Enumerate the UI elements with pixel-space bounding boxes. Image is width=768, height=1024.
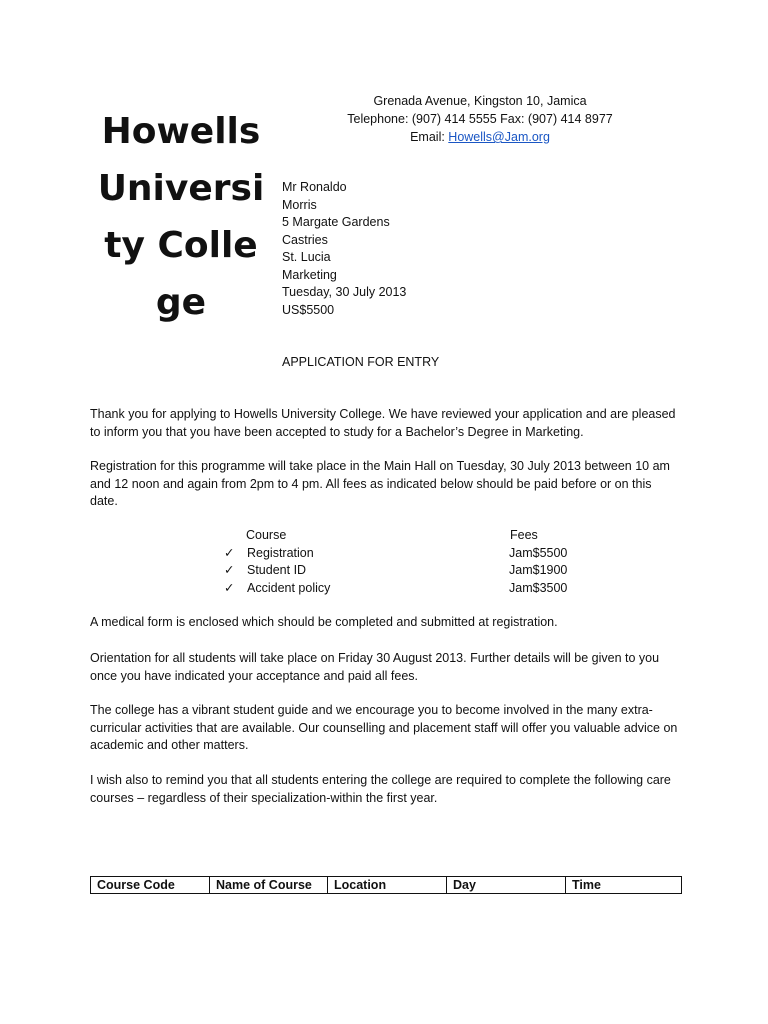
recipient-date: Tuesday, 30 July 2013 <box>282 285 407 299</box>
recipient-country: St. Lucia <box>282 250 331 264</box>
recipient-surname: Morris <box>282 197 317 212</box>
registration-paragraph: Registration for this programme will take place in the Main Hall on Tuesday, 30 July 2013 between 10 am and 12 noon and again from 2pm to 4 pm. All fees as indicated below should be paid before or on this date. <box>90 459 670 508</box>
medical-form-paragraph: A medical form is enclosed which should be completed and submitted at registration. <box>90 615 558 629</box>
fees-item <box>90 580 680 598</box>
contact-block <box>300 92 660 146</box>
fees-header-row <box>90 527 680 545</box>
recipient-block <box>282 179 406 319</box>
checkmark-icon: ✓ <box>224 545 235 560</box>
checkmark-icon: ✓ <box>224 563 235 577</box>
course-name-header: Name of Course <box>210 877 328 894</box>
time-header: Time <box>566 877 682 894</box>
email-line <box>300 128 660 146</box>
acceptance-paragraph: Thank you for applying to Howells University College. We have reviewed your application and are pleased to inform you that you have been accepted to study for a Bachelor’s Degree in Marketing. <box>90 407 676 439</box>
fees-item-amount: Jam$1900 <box>509 563 568 577</box>
fees-item-course: Registration <box>247 545 314 560</box>
core-courses-paragraph: I wish also to remind you that all students entering the college are required to complete the following care courses – regardless of their specialization-within the first year. <box>90 773 671 805</box>
fees-item-course: Accident policy <box>247 580 331 595</box>
email-label: Email: <box>410 130 449 144</box>
recipient-programme: Marketing <box>282 267 337 282</box>
checkmark-icon: ✓ <box>224 580 235 595</box>
fees-course-header: Course <box>246 528 287 542</box>
fees-item-amount: Jam$3500 <box>509 580 568 595</box>
recipient-title-name: Mr Ronaldo <box>282 180 347 194</box>
fees-amount-header: Fees <box>510 528 538 542</box>
college-name: Howells University College <box>97 111 265 323</box>
address-line: Grenada Avenue, Kingston 10, Jamica <box>373 94 587 108</box>
recipient-city: Castries <box>282 232 328 247</box>
fees-item-course: Student ID <box>247 563 307 577</box>
fees-item <box>90 562 680 580</box>
email-link[interactable]: Howells@Jam.org <box>448 130 550 144</box>
course-table <box>90 876 682 894</box>
recipient-amount: US$5500 <box>282 302 335 317</box>
course-table-header-row <box>91 877 682 894</box>
recipient-street: 5 Margate Gardens <box>282 215 390 229</box>
student-life-paragraph: The college has a vibrant student guide and we encourage you to become involved in the many extra-curricular activities that are available. Our counselling and placement staff will offer you valuable advice on academic and other matters. <box>90 703 678 752</box>
location-header: Location <box>328 877 447 894</box>
fees-item <box>90 545 680 563</box>
fees-list <box>90 527 680 597</box>
course-code-header: Course Code <box>91 877 210 894</box>
fees-item-amount: Jam$5500 <box>509 545 568 560</box>
subject-line: APPLICATION FOR ENTRY <box>282 355 440 369</box>
phone-fax-line: Telephone: (907) 414 5555 Fax: (907) 414 8977 <box>347 112 613 126</box>
day-header: Day <box>447 877 566 894</box>
orientation-paragraph: Orientation for all students will take place on Friday 30 August 2013. Further details will be given to you once you have indicated your acceptance and paid all fees. <box>90 651 660 683</box>
